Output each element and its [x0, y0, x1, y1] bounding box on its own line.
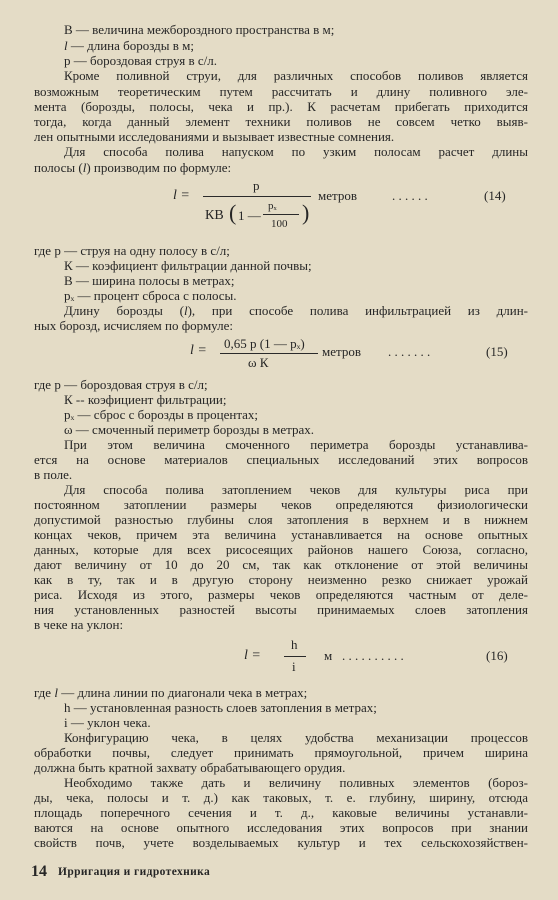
text-line: как в ту, так и в другую сторону неизменно резко снижает урожай [34, 572, 528, 587]
formula-numerator: р [253, 178, 260, 193]
formula-dots: . . . . . . [392, 188, 428, 203]
formula-px: рₓ [268, 200, 277, 212]
text-line: ды, чека, полосы и т. д.) как таковых, т. е. глубину, ширину, отсюда [34, 790, 528, 805]
fraction-bar [263, 214, 299, 215]
text-line: ω — смоченный периметр борозды в метрах. [64, 422, 315, 437]
text-line: где l — длина линии по диагонали чека в метрах; [34, 685, 308, 700]
text-line: К — коэфициент фильтрации данной почвы; [64, 258, 312, 273]
text-line: В — ширина полосы в метрах; [64, 273, 235, 288]
paren-open: ( [229, 200, 237, 225]
formula-unit: метров [318, 188, 357, 203]
text-line: постоянном затоплении размеры чеков определяются физиологически [34, 497, 528, 512]
formula-lhs: l = [190, 343, 207, 358]
text-line: дают величину от 10 до 20 см, так как отклонение от этой величины [34, 557, 528, 572]
formula-number: (16) [486, 648, 508, 663]
running-title: Ирригация и гидротехника [58, 866, 211, 878]
text-line: лен опытными исследованиями и вызывает известные сомнения. [34, 129, 395, 144]
formula-kb: КВ [205, 208, 224, 223]
formula-hundred: 100 [271, 218, 288, 230]
text-line: i — уклон чека. [64, 715, 151, 730]
text-line: концах чеков, причем эта величина устанавливается на основе опытных [34, 527, 528, 542]
paren-close: ) [302, 200, 310, 225]
text-line: Для способа полива затоплением чеков для культуры риса при [64, 482, 528, 497]
text-line: h — установленная разность слоев затопления в метрах; [64, 700, 377, 715]
formula-lhs: l = [173, 188, 190, 203]
text-line: рₓ — процент сброса с полосы. [64, 288, 237, 303]
text-line: Кроме поливной струи, для различных способов поливов является [64, 68, 528, 83]
formula-denominator: i [292, 659, 296, 674]
text-line: Для способа полива напуском по узким полосам расчет длины [64, 144, 528, 159]
formula-number: (14) [484, 188, 506, 203]
text-line: При этом величина смоченного периметра борозды устанавлива- [64, 437, 528, 452]
formula-one-minus: 1 — [238, 208, 261, 223]
text-line: Длину борозды (l), при способе полива инфильтрацией из длин- [64, 303, 528, 318]
fraction-bar [203, 196, 311, 197]
formula-unit: метров [322, 344, 361, 359]
text-line: тогда, когда данный элемент техники поливов не совсем четко выяв- [34, 114, 528, 129]
formula-dots: . . . . . . . . . . [342, 648, 404, 663]
text-line: мента (борозды, полосы, чека и пр.). К расчетам прибегать приходится [34, 99, 528, 114]
fraction-bar [284, 656, 306, 657]
text-line: К -- коэфициент фильтрации; [64, 392, 227, 407]
text-line: рₓ — сброс с борозды в процентах; [64, 407, 259, 422]
formula-dots: . . . . . . . [388, 344, 431, 359]
formula-unit: м [324, 648, 333, 663]
text-line: ных борозд, исчисляем по формуле: [34, 318, 233, 333]
text-line: ваются на основе опытного исследования этих вопросов при знании [34, 820, 528, 835]
text-line: где р — струя на одну полосу в с/л; [34, 243, 230, 258]
text-line: свойств почв, учете возделываемых культур и тех сельскохозяйствен- [34, 835, 528, 850]
text-line: в поле. [34, 467, 73, 482]
page-number: 14 [31, 863, 47, 880]
text-line: площадь поперечного сечения и т. д., каковые величины устанавли- [34, 805, 528, 820]
text-line: Необходимо также дать и величину поливных элементов (бороз- [64, 775, 528, 790]
formula-numerator: 0,65 р (1 — рₓ) [224, 336, 305, 351]
text-line: где р — бороздовая струя в с/л; [34, 377, 208, 392]
formula-denominator: ω К [248, 355, 269, 370]
text-line: данных, которые для всех рисосеящих районов нашего Союза, согласно, [34, 542, 528, 557]
text-line: р — бороздовая струя в с/л. [64, 53, 217, 68]
text-line: риса. Исходя из этого, размеры чеков определяются частным от деле- [34, 587, 528, 602]
text-line: полосы (l) производим по формуле: [34, 160, 232, 175]
text-line: допустимой разностью глубины слоя затопления в верхнем и в нижнем [34, 512, 528, 527]
formula-lhs: l = [244, 648, 261, 663]
text-line: В — величина межбороздного пространства в м; [64, 22, 335, 37]
text-line: Конфигурацию чека, в целях удобства механизации процессов [64, 730, 528, 745]
text-line: ния установленных разностей высоты принимаемых слоев затопления [34, 602, 528, 617]
text-line: обработки почвы, следует принимать прямоугольной, причем ширина [34, 745, 528, 760]
fraction-bar [220, 353, 318, 354]
text-line: в чеке на уклон: [34, 617, 124, 632]
text-line: должна быть кратной захвату обрабатывающего орудия. [34, 760, 346, 775]
formula-number: (15) [486, 344, 508, 359]
formula-numerator: h [291, 637, 298, 652]
text-line: l — длина борозды в м; [64, 38, 195, 53]
text-line: ется на основе материалов специальных исследований этих вопросов [34, 452, 528, 467]
text-line: возможным теоретическим путем рассчитать и длину поливного эле- [34, 84, 528, 99]
